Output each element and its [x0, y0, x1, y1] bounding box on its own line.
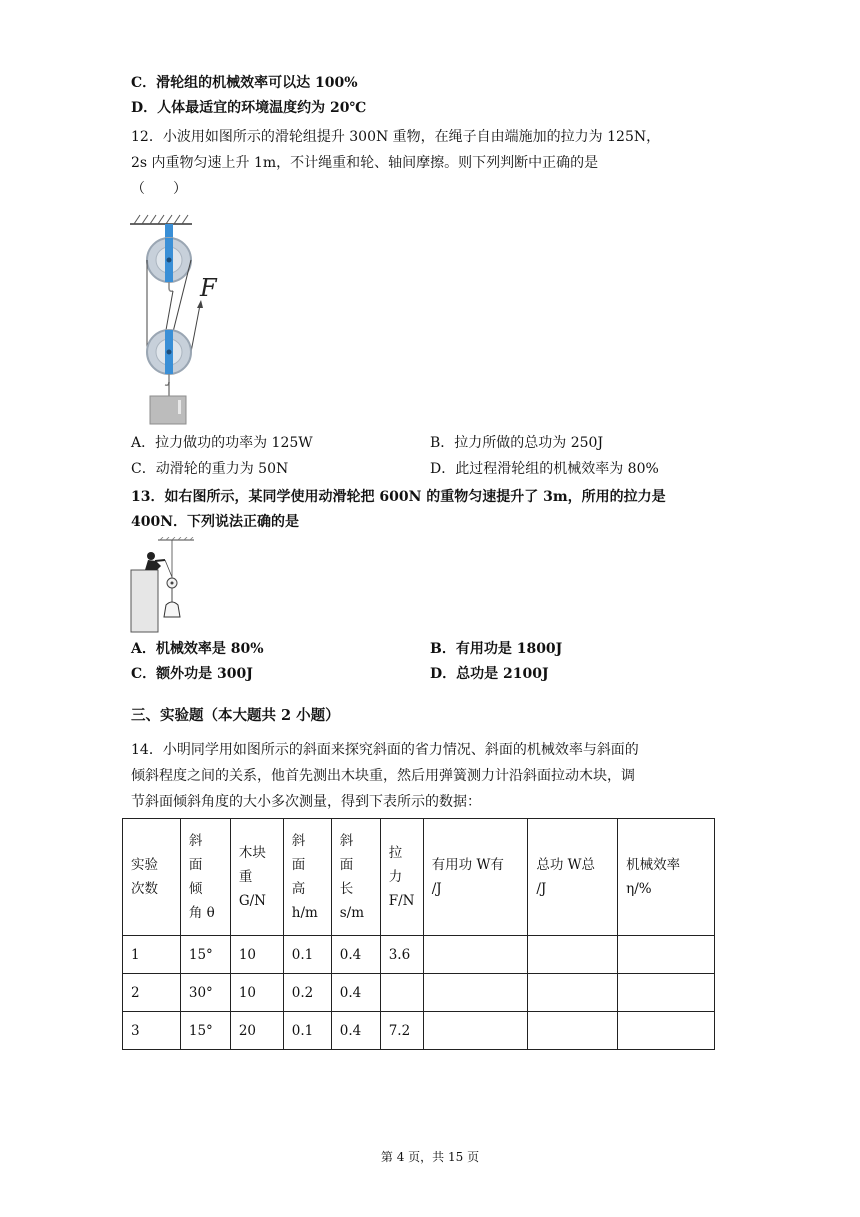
table-row — [123, 936, 715, 974]
header-length: 斜 面 长 s/m — [331, 819, 380, 936]
cell: 0.2 — [283, 974, 331, 1012]
section-heading: 三、实验题（本大题共 2 小题） — [131, 707, 340, 724]
q14-stem-line-2: 倾斜程度之间的关系，他首先测出木块重，然后用弹簧测力计沿斜面拉动木块，调 — [131, 768, 635, 784]
table-row — [123, 974, 715, 1012]
q12-answer-brackets: （ ） — [131, 181, 187, 197]
q13-option-d: D．总功是 2100J — [430, 666, 549, 682]
cell: 0.1 — [283, 936, 331, 974]
cell: 10 — [230, 974, 283, 1012]
experiment-data-table — [122, 818, 715, 1050]
q12-option-b: B．拉力所做的总功为 250J — [430, 435, 604, 451]
cell — [423, 1012, 528, 1050]
cell: 15° — [180, 1012, 230, 1050]
cell — [618, 936, 715, 974]
q14-stem-line-3: 节斜面倾斜角度的大小多次测量，得到下表所示的数据： — [131, 794, 481, 810]
header-trial: 实验 次数 — [123, 819, 181, 936]
header-angle: 斜 面 倾 角 θ — [180, 819, 230, 936]
header-height: 斜 面 高 h/m — [283, 819, 331, 936]
cell: 1 — [123, 936, 181, 974]
cell — [528, 1012, 618, 1050]
fixed-pulley-mount — [165, 224, 173, 238]
cell: 0.4 — [331, 1012, 380, 1050]
table-row — [123, 1012, 715, 1050]
cell: 0.1 — [283, 1012, 331, 1050]
cell: 3 — [123, 1012, 181, 1050]
fixed-pulley — [147, 238, 191, 282]
header-force: 拉 力 F/N — [380, 819, 423, 936]
cell: 0.4 — [331, 974, 380, 1012]
q11-option-c: C．滑轮组的机械效率可以达 100% — [131, 75, 358, 91]
hanging-weight — [164, 602, 180, 617]
q13-stem-line-1: 13．如右图所示，某同学使用动滑轮把 600N 的重物匀速提升了 3m，所用的拉力是 — [131, 489, 666, 505]
q11-option-d: D．人体最适宜的环境温度约为 20℃ — [131, 100, 367, 116]
table-header-row — [123, 819, 715, 936]
cell: 7.2 — [380, 1012, 423, 1050]
cell — [528, 936, 618, 974]
person-pulley-figure — [130, 537, 196, 633]
cell: 15° — [180, 936, 230, 974]
q13-option-a: A．机械效率是 80% — [131, 641, 264, 657]
q13-option-b: B．有用功是 1800J — [430, 641, 563, 657]
header-useful-work: 有用功 W有 /J — [423, 819, 528, 936]
force-label: F — [200, 274, 217, 302]
cell — [528, 974, 618, 1012]
cell: 0.4 — [331, 936, 380, 974]
header-weight: 木块 重 G/N — [230, 819, 283, 936]
cell: 3.6 — [380, 936, 423, 974]
cell: 20 — [230, 1012, 283, 1050]
header-total-work: 总功 W总 /J — [528, 819, 618, 936]
q12-option-a: A．拉力做功的功率为 125W — [131, 435, 313, 451]
q14-stem-line-1: 14．小明同学用如图所示的斜面来探究斜面的省力情况、斜面的机械效率与斜面的 — [131, 742, 639, 758]
q12-option-c: C．动滑轮的重力为 50N — [131, 461, 289, 477]
person-icon — [145, 552, 165, 570]
header-efficiency: 机械效率 η/% — [618, 819, 715, 936]
cell: 30° — [180, 974, 230, 1012]
q12-option-d: D．此过程滑轮组的机械效率为 80% — [430, 461, 659, 477]
q12-stem-line-2: 2s 内重物匀速上升 1m，不计绳重和轮、轴间摩擦。则下列判断中正确的是 — [131, 155, 599, 171]
cell — [618, 1012, 715, 1050]
movable-pulley — [147, 330, 191, 374]
cell — [380, 974, 423, 1012]
page-footer: 第 4 页，共 15 页 — [380, 1150, 480, 1164]
cell — [618, 974, 715, 1012]
cell: 2 — [123, 974, 181, 1012]
building — [131, 570, 158, 632]
cell: 10 — [230, 936, 283, 974]
cell — [423, 936, 528, 974]
q13-option-c: C．额外功是 300J — [131, 666, 253, 682]
cell — [423, 974, 528, 1012]
q12-stem-line-1: 12．小波用如图所示的滑轮组提升 300N 重物，在绳子自由端施加的拉力为 125N， — [131, 129, 661, 145]
q13-stem-line-2: 400N．下列说法正确的是 — [131, 514, 300, 530]
pulley-system-figure — [128, 212, 238, 428]
